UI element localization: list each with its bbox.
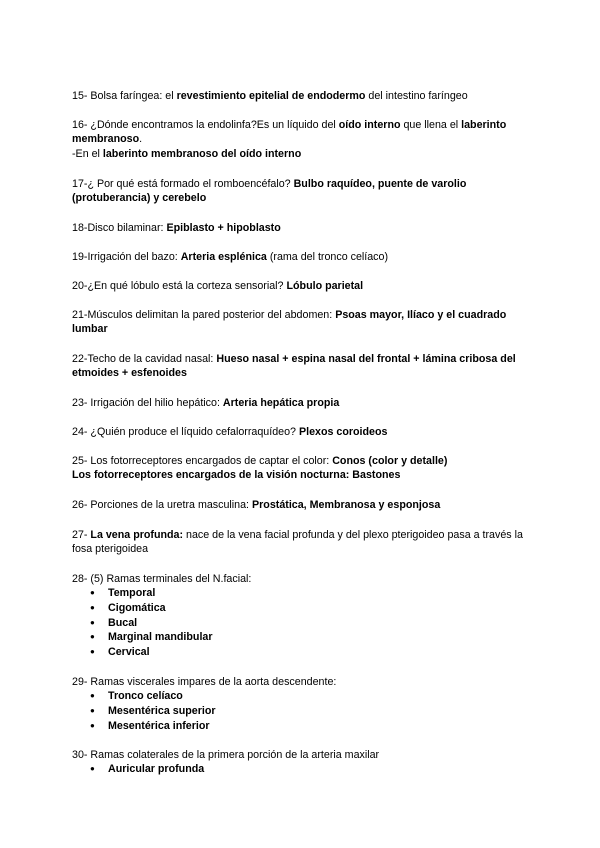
text: 23- Irrigación del hilio hepático: (72, 397, 223, 409)
bold-text: Arteria esplénica (180, 251, 267, 263)
bold-text: revestimiento epitelial de endodermo (176, 90, 366, 102)
item-29-title: 29- Ramas viscerales impares de la aorta descendente: (72, 676, 337, 688)
item-23 (72, 396, 532, 410)
list-item (72, 630, 532, 645)
item-17 (72, 177, 532, 206)
text: (rama del tronco celíaco) (266, 251, 389, 263)
bold-text: Psoas mayor, Ilíaco y el cuadrado lumbar (72, 309, 507, 336)
list-item (72, 689, 532, 704)
text: 15- Bolsa faríngea: el (72, 90, 177, 102)
list-item-label: Tronco celíaco (108, 690, 183, 703)
item-28-list (72, 586, 532, 659)
text: 25- Los fotorreceptores encargados de captar el color: (72, 455, 333, 467)
item-20 (72, 279, 532, 293)
item-28 (72, 572, 532, 659)
list-item (72, 586, 532, 601)
item-15 (72, 89, 532, 103)
item-27 (72, 528, 532, 557)
item-26 (72, 498, 532, 512)
item-30 (72, 748, 532, 777)
list-item (72, 719, 532, 734)
bold-text: Bulbo raquídeo, puente de varolio (protuberancia) y cerebelo (72, 178, 467, 205)
item-28-title: 28- (5) Ramas terminales del N.facial: (72, 573, 252, 585)
item-22 (72, 352, 532, 381)
text: -En el (72, 147, 103, 160)
list-item-label: Marginal mandibular (108, 631, 213, 644)
bold-text: Lóbulo parietal (286, 280, 364, 292)
list-item-label: Cigomática (108, 602, 166, 614)
list-item (72, 762, 532, 777)
text: del intestino faríngeo (365, 90, 468, 102)
list-item-label: Auricular profunda (108, 763, 205, 776)
text: 17-¿ Por qué está formado el romboencéfalo? (72, 178, 294, 190)
list-item-label: Temporal (108, 587, 156, 600)
item-19 (72, 250, 532, 264)
item-24 (72, 425, 532, 439)
item-30-list (72, 762, 532, 777)
text: 20-¿En qué lóbulo está la corteza sensorial? (72, 280, 287, 292)
bold-text: Epiblasto + hipoblasto (166, 222, 281, 234)
text: 27- (72, 529, 91, 541)
bold-text: Los fotorreceptores encargados de la visión nocturna: Bastones (72, 469, 401, 482)
text: . (139, 133, 143, 146)
list-item (72, 645, 532, 660)
bold-text: laberinto membranoso (72, 119, 507, 146)
bold-text: Hueso nasal + espina nasal del frontal + lámina cribosa del etmoides + esfenoides (72, 353, 516, 380)
text: 22-Techo de la cavidad nasal: (72, 353, 217, 365)
bold-text: Conos (color y detalle) (332, 455, 448, 467)
bold-text: La vena profunda: (90, 529, 184, 541)
text: 26- Porciones de la uretra masculina: (72, 499, 252, 511)
item-30-title: 30- Ramas colaterales de la primera porción de la arteria maxilar (72, 749, 380, 761)
item-29-list (72, 689, 532, 733)
text: nace de la vena facial profunda y del plexo pterigoideo pasa a través la fosa pterigoidea (72, 529, 523, 556)
text: 18-Disco bilaminar: (72, 222, 167, 234)
list-item-label: Bucal (108, 616, 138, 629)
item-16 (72, 118, 532, 161)
list-item-label: Mesentérica superior (108, 705, 216, 717)
list-item (72, 616, 532, 631)
bold-text: laberinto membranoso del oído interno (102, 147, 302, 160)
bold-text: Prostática, Membranosa y esponjosa (252, 499, 441, 511)
list-item-label: Mesentérica inferior (108, 719, 210, 732)
text: 24- ¿Quién produce el líquido cefalorraquídeo? (72, 426, 299, 438)
bold-text: Plexos coroideos (298, 426, 388, 438)
list-item (72, 601, 532, 616)
bold-text: Arteria hepática propia (222, 397, 340, 409)
text: 21-Músculos delimitan la pared posterior del abdomen: (72, 309, 336, 321)
text: 16- ¿Dónde encontramos la endolinfa?Es un líquido del (72, 119, 339, 131)
item-29 (72, 675, 532, 733)
text: que llena el (400, 119, 462, 131)
list-item-label: Cervical (108, 645, 150, 658)
bold-text: oído interno (338, 119, 401, 131)
list-item (72, 704, 532, 719)
item-21 (72, 308, 532, 337)
item-18 (72, 221, 532, 235)
text: 19-Irrigación del bazo: (72, 251, 181, 263)
item-25 (72, 454, 532, 483)
